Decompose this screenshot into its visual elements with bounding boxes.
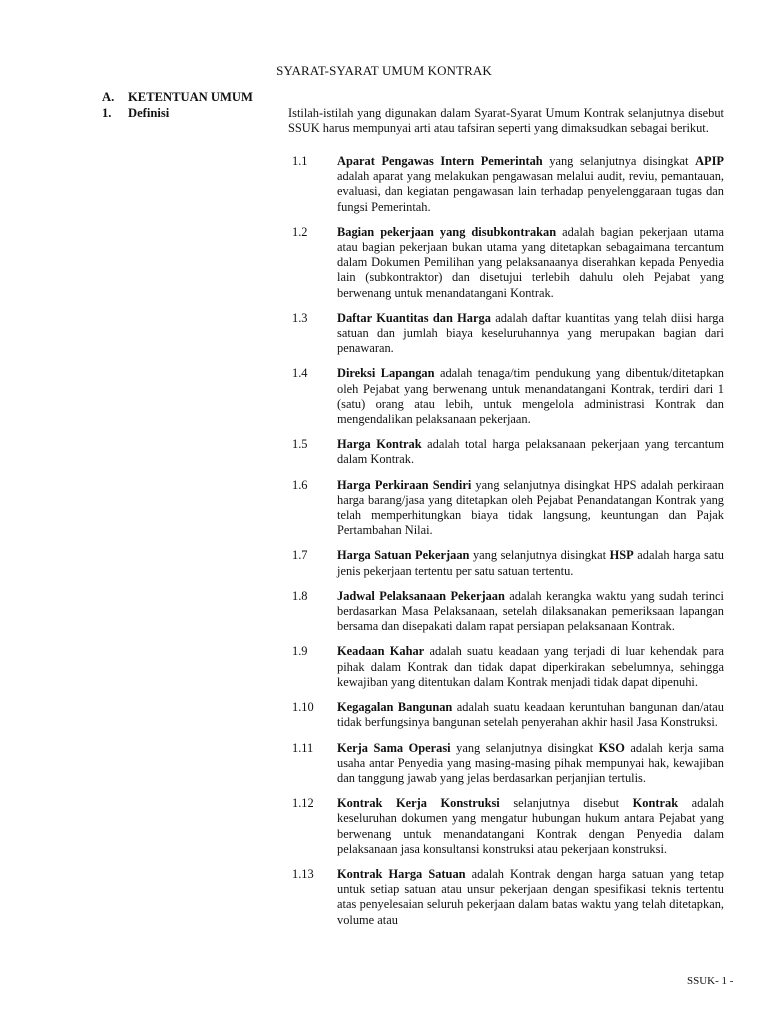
definition-body: adalah suatu keadaan keruntuhan bangunan dan/atau tidak berfungsinya bangunan setelah penyerahan akhir hasil Jasa Konstruksi. — [337, 700, 724, 730]
definition-item — [292, 548, 724, 578]
definition-text — [337, 644, 724, 688]
definition-text — [337, 741, 724, 785]
definition-item — [292, 700, 724, 730]
definition-text — [337, 796, 724, 856]
definition-term: Kontrak — [632, 796, 679, 811]
definition-text — [337, 478, 724, 538]
definition-item — [292, 225, 724, 301]
definition-text — [337, 589, 724, 633]
definition-number: 1.9 — [292, 644, 308, 659]
definition-number: 1.13 — [292, 866, 314, 881]
definition-item — [292, 741, 724, 787]
definition-item — [292, 589, 724, 635]
definition-term: Harga Satuan Pekerjaan — [337, 548, 470, 563]
definition-text — [337, 548, 724, 577]
definition-body: adalah aparat yang melakukan pengawasan melalui audit, reviu, pemantauan, evaluasi, dan kegiatan pengawasan lain terhadap penyelenggaraan tugas dan fungsi Pemerintah. — [337, 169, 724, 214]
definition-item — [292, 478, 724, 539]
item-number: 1. — [102, 106, 112, 120]
definition-term: Harga Perkiraan Sendiri — [337, 477, 472, 492]
definition-term: Jadwal Pelaksanaan Pekerjaan — [337, 588, 505, 603]
definition-body: adalah harga satu jenis pekerjaan tertentu per satu satuan tertentu. — [337, 548, 724, 578]
definition-item — [292, 437, 724, 467]
definition-number: 1.12 — [292, 796, 314, 811]
item-title: Definisi — [128, 106, 170, 120]
definition-number: 1.4 — [292, 366, 308, 381]
definition-item — [292, 311, 724, 357]
definition-term: Kerja Sama Operasi — [337, 740, 451, 755]
definition-text — [337, 311, 724, 355]
definition-term: HSP — [609, 548, 634, 563]
definition-term: Keadaan Kahar — [337, 644, 425, 659]
definition-body: adalah tenaga/tim pendukung yang dibentuk/ditetapkan oleh Pejabat yang berwenang untuk menandatangani Kontrak, terdiri dari 1 (satu) orang atau lebih, untuk mengelola administrasi Kontrak dan mengendalikan pelaksanaan pekerjaan. — [337, 366, 724, 427]
definition-number: 1.1 — [292, 154, 308, 168]
definition-item — [292, 154, 724, 215]
definition-term: Kontrak Kerja Konstruksi — [337, 796, 500, 811]
definition-number: 1.6 — [292, 477, 308, 492]
definition-body: selanjutnya disebut — [499, 796, 633, 811]
definition-term: Direksi Lapangan — [337, 366, 435, 381]
definition-number: 1.2 — [292, 224, 308, 239]
definition-number: 1.8 — [292, 588, 308, 603]
definition-body: adalah kerja sama usaha antar Penyedia yang masing-masing pihak mempunyai hak, kewajiban dan tanggung jawab yang jelas berdasarkan perjanjian tertulis. — [337, 740, 724, 785]
definition-list — [292, 154, 724, 938]
definition-term: KSO — [598, 740, 625, 755]
definition-body: adalah bagian pekerjaan utama atau bagian pekerjaan bukan utama yang ditetapkan sebagaimana tercantum dalam Dokumen Pemilihan yang pelaksanaanya diserahkan kepada Penyedia lain (subkontraktor) dan disetujui terlebih dahulu oleh Pejabat yang berwenang untuk menandatangani Kontrak. — [337, 224, 724, 300]
item-heading — [102, 106, 169, 121]
definition-body: adalah total harga pelaksanaan pekerjaan yang tercantum dalam Kontrak. — [337, 437, 724, 467]
definition-text — [337, 700, 724, 729]
definition-item — [292, 867, 724, 928]
definition-text — [337, 225, 724, 300]
definition-term: APIP — [695, 154, 724, 168]
definition-body: adalah daftar kuantitas yang telah diisi harga satuan dan jumlah biaya keseluruhannya yang merupakan bagian dari penawaran. — [337, 310, 724, 356]
definition-item — [292, 366, 724, 427]
definition-number: 1.7 — [292, 548, 308, 563]
definition-text — [337, 154, 724, 214]
section-title: KETENTUAN UMUM — [128, 90, 253, 104]
intro-paragraph: Istilah-istilah yang digunakan dalam Syarat-Syarat Umum Kontrak selanjutnya disebut SSUK harus mempunyai arti atau tafsiran seperti yang dimaksudkan sebagai berikut. — [288, 106, 724, 136]
definition-term: Daftar Kuantitas dan Harga — [337, 310, 491, 325]
definition-term: Kontrak Harga Satuan — [337, 866, 466, 881]
definition-text — [337, 867, 724, 927]
section-heading — [102, 90, 253, 105]
definition-body: yang selanjutnya disingkat — [542, 154, 696, 168]
definition-number: 1.5 — [292, 437, 308, 452]
definition-term: Bagian pekerjaan yang disubkontrakan — [337, 224, 557, 239]
definition-item — [292, 796, 724, 857]
definition-body: yang selanjutnya disingkat — [450, 740, 599, 755]
definition-number: 1.11 — [292, 740, 314, 755]
definition-text — [337, 366, 724, 426]
page-footer: SSUK- 1 - — [687, 975, 734, 987]
definition-body: adalah suatu keadaan yang terjadi di luar kehendak para pihak dalam Kontrak dan tidak dapat diperkirakan sebelumnya, sehingga kewajiban yang ditentukan dalam Kontrak menjadi tidak dapat dipenuhi. — [337, 644, 724, 689]
document-title: SYARAT-SYARAT UMUM KONTRAK — [276, 63, 492, 78]
section-number: A. — [102, 90, 115, 104]
definition-term: Aparat Pengawas Intern Pemerintah — [337, 154, 543, 168]
definition-body: adalah Kontrak dengan harga satuan yang tetap untuk setiap satuan atau unsur pekerjaan dengan spesifikasi teknis tertentu atas penyelesaian seluruh pekerjaan dalam batas waktu yang telah ditetapkan, volume atau — [337, 866, 724, 927]
definition-body: yang selanjutnya disingkat — [469, 548, 610, 563]
definition-body: adalah keseluruhan dokumen yang mengatur hubungan hukum antara Pejabat yang berwenang untuk menandatangani Kontrak dengan Penyedia dalam pelaksanaan jasa konsultansi konstruksi atau pekerjaan konstruksi. — [337, 796, 725, 856]
definition-term: Harga Kontrak — [337, 437, 422, 452]
definition-body: yang selanjutnya disingkat HPS adalah perkiraan harga barang/jasa yang ditetapkan oleh Pejabat Penandatangan Kontrak yang telah memperhitungkan biaya tidak langsung, keuntungan dan Pajak Pertambahan Nilai. — [337, 477, 724, 538]
definition-number: 1.10 — [292, 700, 314, 715]
definition-body: adalah kerangka waktu yang sudah terinci berdasarkan Masa Pelaksanaan, setelah dilaksanakan pemeriksaan lapangan bersama dan disepakati dalam rapat persiapan pelaksanaan Kontrak. — [337, 588, 725, 634]
definition-item — [292, 644, 724, 690]
definition-number: 1.3 — [292, 310, 308, 325]
definition-term: Kegagalan Bangunan — [337, 700, 453, 715]
definition-text — [337, 437, 724, 466]
